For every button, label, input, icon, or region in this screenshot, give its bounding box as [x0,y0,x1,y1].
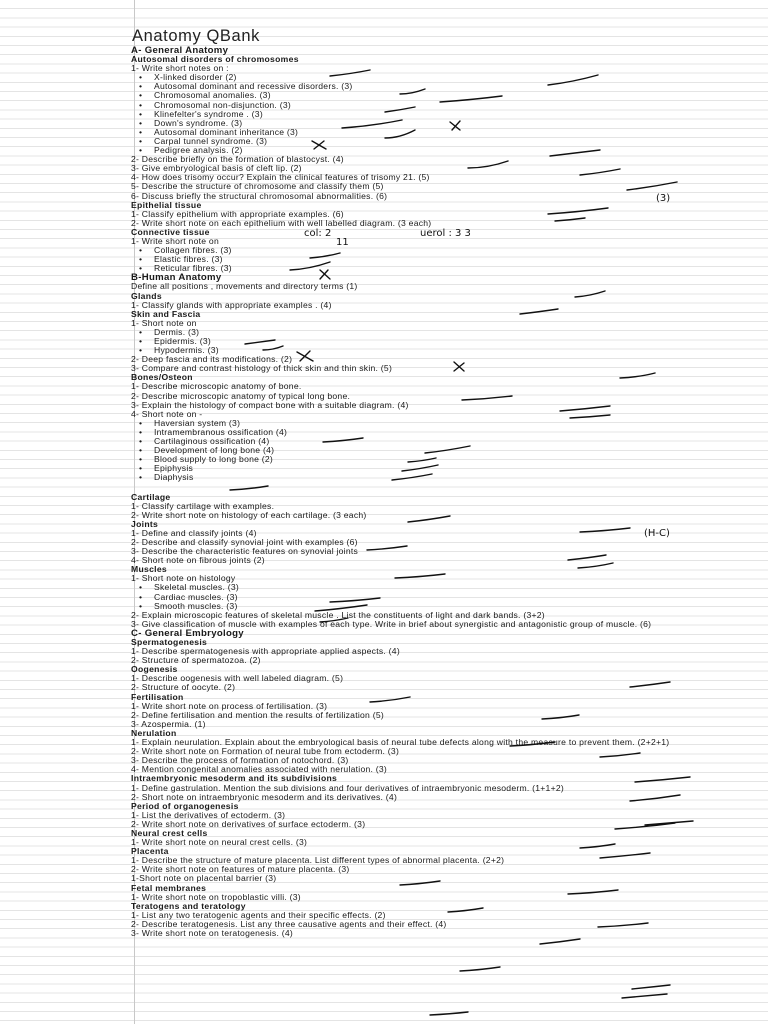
line-text: Autosomal disorders of chromosomes [131,54,299,65]
qbank-page [131,26,741,938]
line-text: 1- List the derivatives of ectoderm. (3) [131,809,286,820]
line-text: 3- Compare and contrast histology of thick skin and thin skin. (5) [131,363,393,374]
line-text: 2- Define fertilisation and mention the results of fertilization (5) [131,709,384,720]
line-text: Skin and Fascia [131,308,201,319]
bullet-icon: • [139,463,143,474]
spacer [131,483,741,493]
line-text: Placenta [131,846,169,857]
question-item [131,838,741,847]
line-text: C- General Embryology [131,627,244,639]
bullet-item [131,328,741,337]
question-list [131,46,741,938]
bullet-icon: • [139,254,143,265]
line-text: 1- List any two teratogenic agents and their specific effects. (2) [131,909,386,920]
line-text: Autosomal dominant and recessive disorders. (3) [154,81,353,92]
section-heading [131,629,741,638]
line-text: Intraembryonic mesoderm and its subdivisions [131,773,338,784]
line-text: 1- Describe oogenesis with well labeled diagram. (5) [131,673,344,684]
bullet-icon: • [139,417,143,428]
bullet-icon: • [139,126,143,137]
line-text: 1- Write short notes on : [131,63,229,74]
line-text: 4- Mention congenital anomalies associated with nerulation. (3) [131,764,388,775]
line-text: 1- Write short note on [131,235,219,246]
question-item [131,720,741,729]
question-item [131,711,741,720]
bullet-icon: • [139,472,143,483]
line-text: Intramembranous ossification (4) [154,426,288,437]
bullet-icon: • [139,263,143,274]
bullet-icon: • [139,135,143,146]
line-text: 2- Short note on intraembryonic mesoderm and its derivatives. (4) [131,791,398,802]
line-text: 3- Explain the histology of compact bone with a suitable diagram. (4) [131,399,409,410]
topic-heading [131,228,741,237]
line-text: 1- Describe microscopic anatomy of bone. [131,381,302,392]
line-text: 1- Define gastrulation. Mention the sub divisions and four derivatives of intraembryonic mesoderm. (1+1+2) [131,782,564,793]
handwritten-note: uerol : 3 3 [420,228,471,239]
question-item [131,219,741,228]
line-text: Smooth muscles. (3) [154,600,238,611]
line-text: 1- Describe the structure of mature placenta. List different types of abnormal placenta. (2+2) [131,855,505,866]
line-text: Muscles [131,564,168,575]
bullet-item [131,455,741,464]
line-text: 2- Explain microscopic features of skeletal muscle . List the constituents of light and dark bands. (3+2) [131,609,545,620]
line-text: Joints [131,518,159,529]
line-text: Carpal tunnel syndrome. (3) [154,135,268,146]
line-text: 2- Write short note on features of mature placenta. (3) [131,864,350,875]
line-text: Development of long bone (4) [154,445,275,456]
line-text: 2- Describe briefly on the formation of blastocyst. (4) [131,154,344,165]
bullet-icon: • [139,454,143,465]
bullet-icon: • [139,426,143,437]
line-text: 1- Write short note on tropoblastic villi. (3) [131,891,301,902]
bullet-item [131,337,741,346]
line-text: 1- Describe spermatogenesis with appropriate applied aspects. (4) [131,646,400,657]
bullet-icon: • [139,326,143,337]
bullet-icon: • [139,117,143,128]
line-text: 2- Describe microscopic anatomy of typical long bone. [131,390,351,401]
line-text: X-linked disorder (2) [154,72,237,83]
line-text: 4- How does trisomy occur? Explain the clinical features of trisomy 21. (5) [131,172,430,183]
line-text: Diaphysis [154,472,194,483]
question-item [131,656,741,665]
line-text: Cardiac muscles. (3) [154,591,238,602]
line-text: 1- Write short note on neural crest cells. (3) [131,837,308,848]
handwritten-note: (3) [656,193,671,204]
tick-mark [632,985,670,989]
question-item [131,929,741,938]
question-item [131,192,741,201]
line-text: Neural crest cells [131,827,208,838]
bullet-icon: • [139,72,143,83]
line-text: 1-Short note on placental barrier (3) [131,873,277,884]
question-item [131,319,741,328]
tick-mark [540,939,580,944]
tick-mark [622,994,667,998]
tick-mark [460,967,500,971]
bullet-icon: • [139,436,143,447]
line-text: Epidermis. (3) [154,336,211,346]
line-text: Fertilisation [131,691,184,702]
bullet-icon: • [139,445,143,456]
bullet-item [131,264,741,273]
question-item [131,364,741,373]
line-text: Define all positions , movements and directory terms (1) [131,281,358,292]
handwritten-note: 11 [336,237,349,248]
bullet-icon: • [139,245,143,256]
bullet-item [131,473,741,482]
line-text: B-Human Anatomy [131,272,222,284]
question-item [131,820,741,829]
question-item [131,683,741,692]
line-text: 2- Describe and classify synovial joint with examples (6) [131,536,358,547]
line-text: Down's syndrome. (3) [154,117,243,128]
page-title: Anatomy QBank [132,27,260,45]
question-item [131,401,741,410]
question-item [131,301,741,310]
line-text: Epithelial tissue [131,199,202,210]
line-text: Glands [131,290,162,301]
bullet-icon: • [139,145,143,156]
bullet-icon: • [139,81,143,92]
line-text: Pedigree analysis. (2) [154,145,243,156]
line-text: 2- Write short note on each epithelium with well labelled diagram. (3 each) [131,217,432,228]
line-text: 1- Classify glands with appropriate examples . (4) [131,299,332,310]
question-item [131,511,741,520]
line-text: Period of organogenesis [131,800,239,811]
line-text: Teratogens and teratology [131,900,246,911]
line-text: 3- Describe the characteristic features on synovial joints [131,546,359,557]
line-text: Blood supply to long bone (2) [154,454,274,465]
bullet-icon: • [139,108,143,119]
line-text: 1- Classify cartilage with examples. [131,500,275,511]
line-text: Elastic fibres. (3) [154,254,223,265]
line-text: Oogenesis [131,664,178,675]
line-text: Haversian system (3) [154,417,241,428]
bullet-icon: • [139,591,143,602]
bullet-icon: • [139,600,143,611]
bullet-icon: • [139,582,143,593]
handwritten-note: col: 2 [304,228,332,239]
line-text: 6- Discuss briefly the structural chromosomal abnormalities. (6) [131,190,388,201]
line-text: 4- Short note on fibrous joints (2) [131,555,265,566]
bullet-icon: • [139,345,143,356]
tick-mark [430,1012,468,1015]
handwritten-note: (H-C) [644,528,670,539]
question-item [131,874,741,883]
line-text: 1- Write short note on process of fertilisation. (3) [131,700,328,711]
line-text: Autosomal dominant inheritance (3) [154,126,299,137]
line-text: 1- Explain neurulation. Explain about the embryological basis of neural tube defects along with the measure to prevent them. (2+2+1) [131,737,670,748]
line-text: 5- Describe the structure of chromosome and classify them (5) [131,181,384,192]
line-text: Connective tissue [131,226,210,237]
line-text: 2- Deep fascia and its modifications. (2) [131,354,293,365]
line-text: 3- Write short note on teratogenesis. (4) [131,928,293,938]
line-text: Dermis. (3) [154,326,200,337]
line-text: Chromosomal non-disjunction. (3) [154,99,291,110]
line-text: Cartilaginous ossification (4) [154,436,270,447]
line-text: Bones/Osteon [131,372,193,383]
line-text: 3- Describe the process of formation of notochord. (3) [131,755,349,766]
line-text: Klinefelter's syndrome . (3) [154,108,263,119]
bullet-icon: • [139,90,143,101]
line-text: 1- Short note on [131,317,197,328]
bullet-icon: • [139,99,143,110]
topic-heading [131,310,741,319]
line-text: A- General Anatomy [131,45,229,56]
line-text: 2- Structure of oocyte. (2) [131,682,236,693]
line-text: Chromosomal anomalies. (3) [154,90,271,101]
line-text: 2- Write short note on histology of each cartilage. (3 each) [131,509,367,520]
question-item [131,282,741,291]
question-item [131,556,741,565]
bullet-item [131,464,741,473]
line-text: 1- Define and classify joints (4) [131,527,257,538]
line-text: 1- Short note on histology [131,573,236,584]
line-text: Epiphysis [154,463,194,474]
line-text: Hypodermis. (3) [154,345,219,356]
line-text: Nerulation [131,727,177,738]
line-text: 4- Short note on - [131,408,203,419]
bullet-icon: • [139,336,143,346]
line-text: 3- Give classification of muscle with examples of each type. Write in brief about synergistic and antagonistic group of muscle. (6) [131,618,652,629]
line-text: Fetal membranes [131,882,207,893]
line-text: 2- Describe teratogenesis. List any three causative agents and their effect. (4) [131,918,447,929]
line-text: 2- Write short note on Formation of neural tube from ectoderm. (3) [131,746,400,757]
line-text: 3- Give embryological basis of cleft lip. (2) [131,163,302,174]
line-text: Reticular fibres. (3) [154,263,232,274]
line-text: Spermatogenesis [131,637,208,647]
line-text: Cartilage [131,491,171,502]
line-text: Skeletal muscles. (3) [154,582,240,593]
line-text: 2- Write short note on derivatives of surface ectoderm. (3) [131,818,366,829]
line-text: Collagen fibres. (3) [154,245,232,256]
line-text: 1- Classify epithelium with appropriate examples. (6) [131,208,344,219]
line-text: 3- Azospermia. (1) [131,718,206,729]
line-text: 2- Structure of spermatozoa. (2) [131,655,261,666]
